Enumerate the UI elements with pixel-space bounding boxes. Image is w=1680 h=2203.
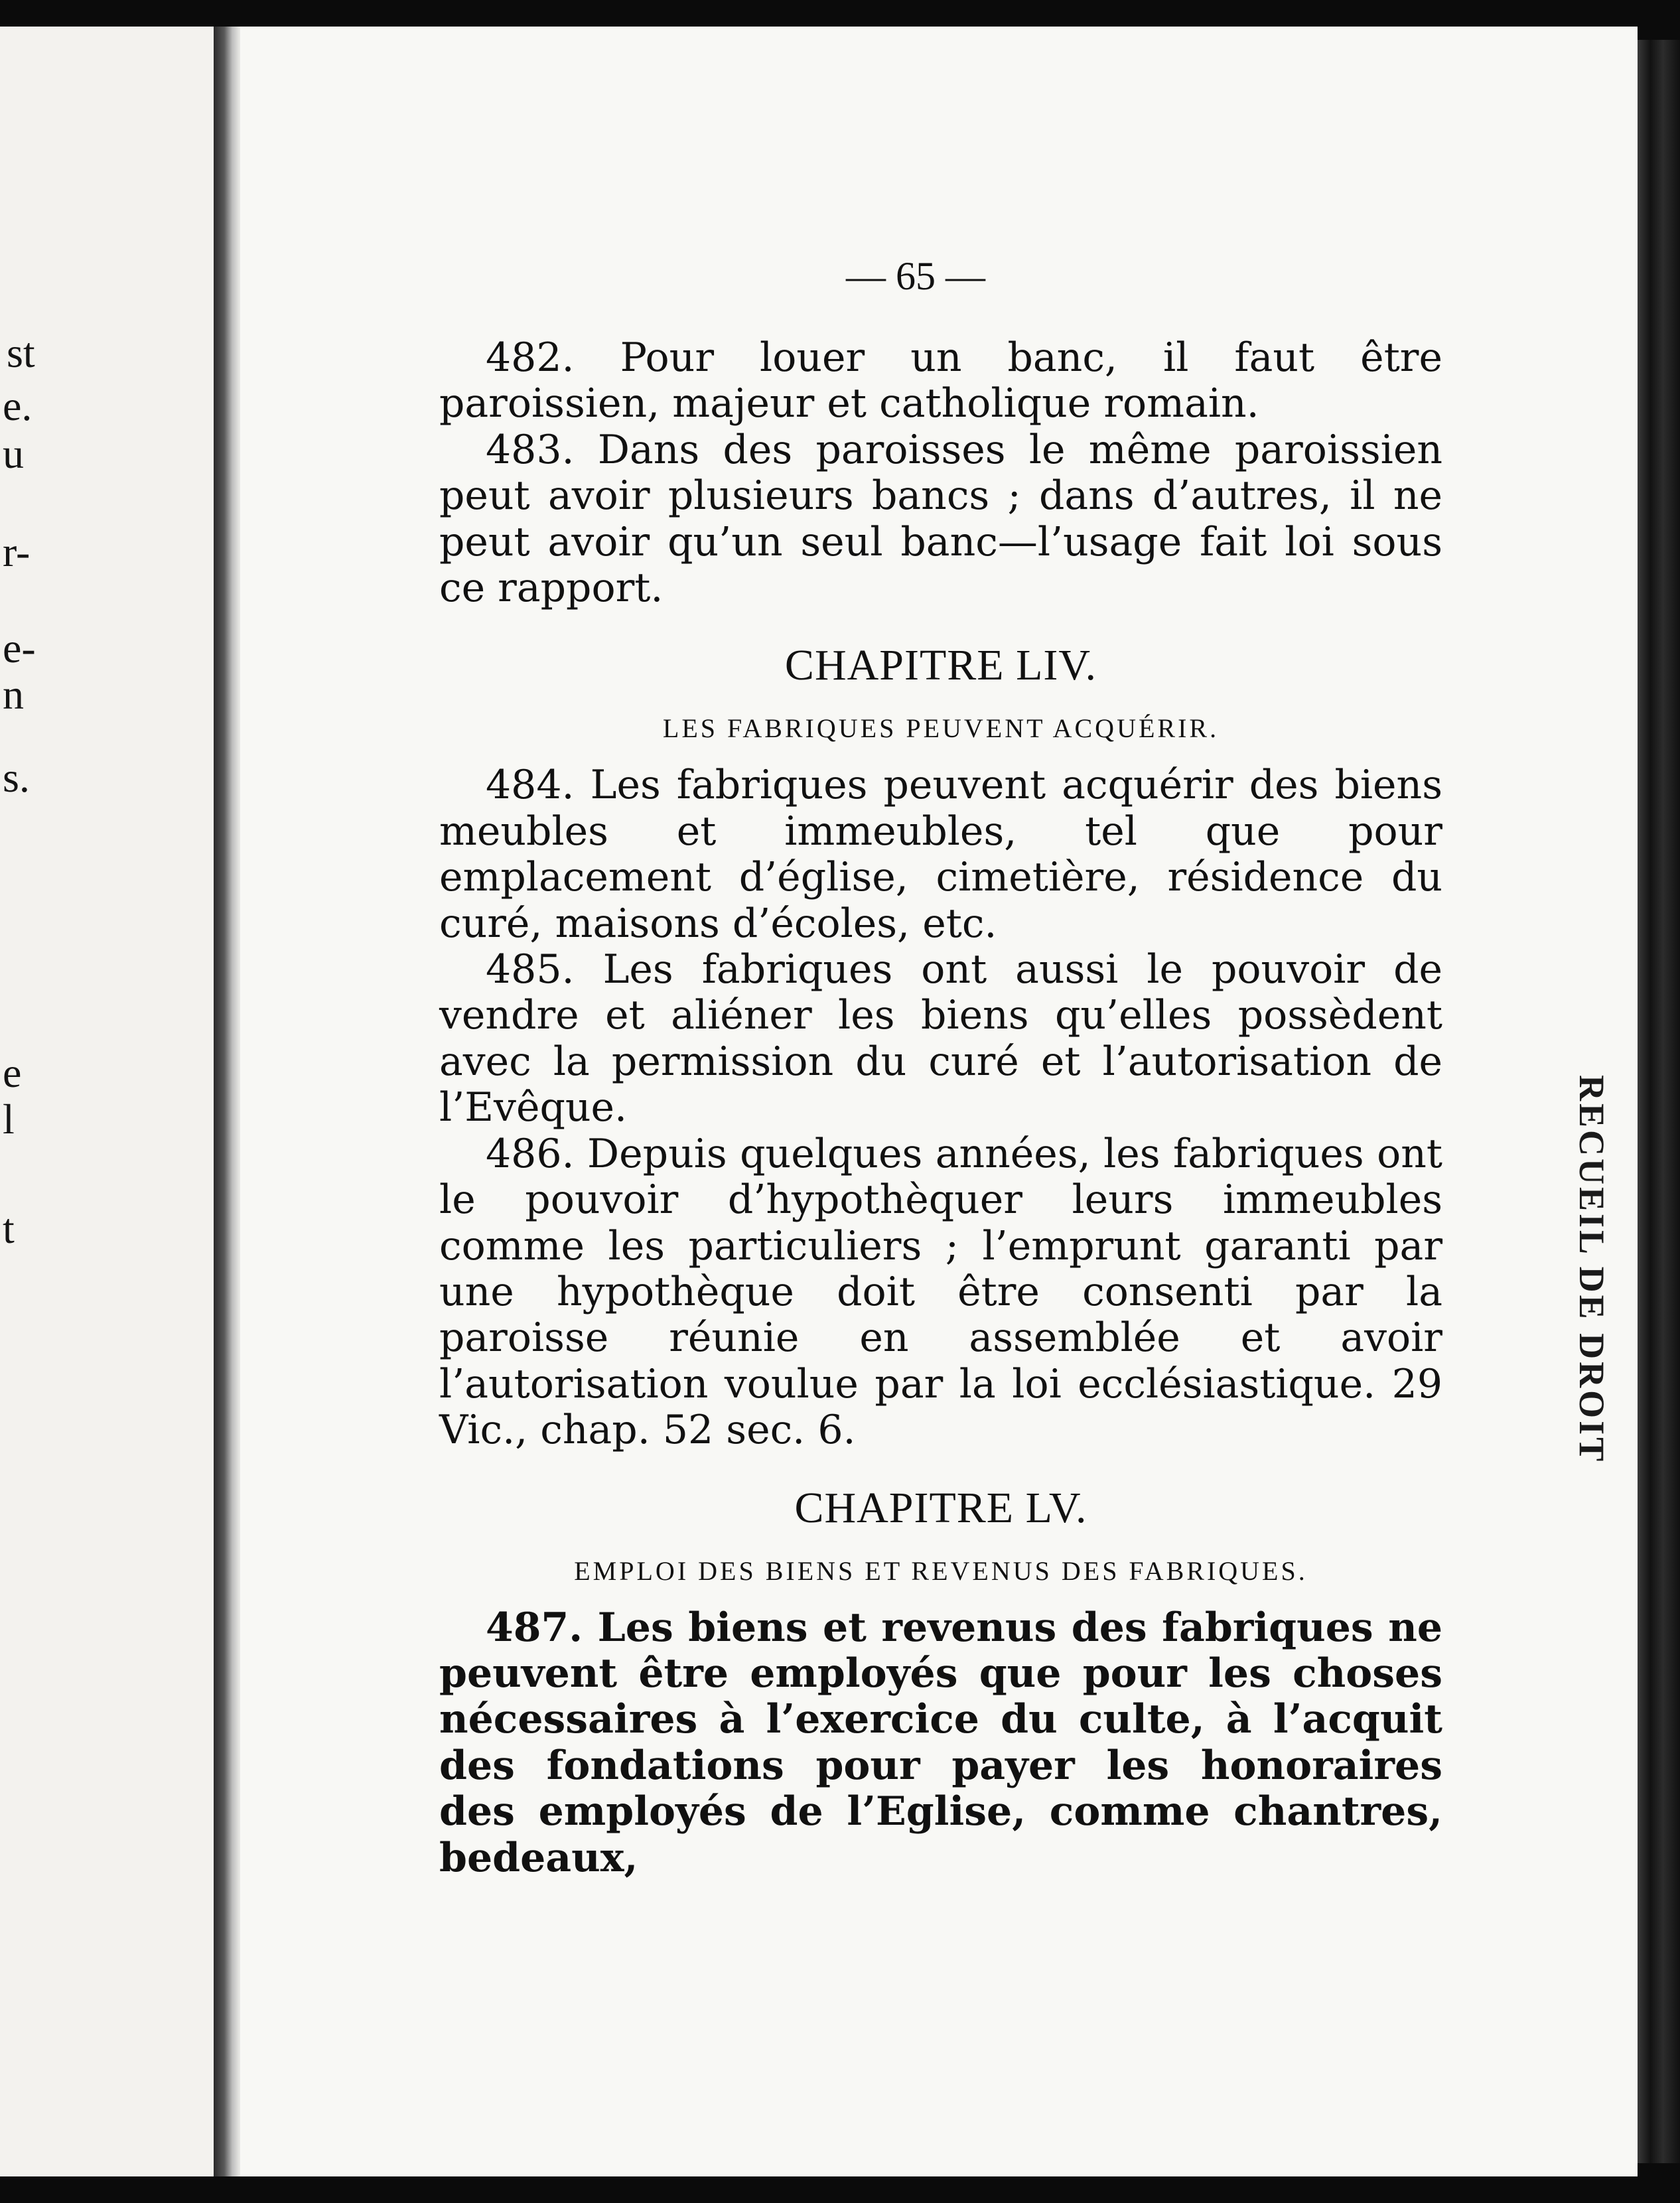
fore-edge <box>1638 40 1680 2163</box>
paragraph-487: 487. Les biens et revenus des fabriques ne peuvent être employés que pour les choses nécessaires à l’exercice du culte, à l’acquit des fondations pour payer les honoraires des employés de l’Eglise, comme chantres, bedeaux, <box>439 1604 1442 1881</box>
chapter-title: CHAPITRE LV. <box>794 1483 1087 1532</box>
paragraph-483: 483. Dans des paroisses le même paroissien peut avoir plusieurs bancs ; dans d’autres, il ne peut avoir qu’un seul banc—l’usage fait loi sous ce rapport. <box>439 426 1442 612</box>
left-page-fragment: n <box>3 671 24 718</box>
page-body <box>439 335 1442 1881</box>
paragraph-484: 484. Les fabriques peuvent acquérir des biens meubles et immeubles, tel que pour emplacement d’église, cimetière, résidence du curé, maisons d’écoles, etc. <box>439 762 1442 947</box>
previous-page <box>0 27 219 2176</box>
paragraph-482: 482. Pour louer un banc, il faut être paroissien, majeur et catholique romain. <box>439 334 1442 427</box>
page-number: — 65 — <box>846 254 985 298</box>
book-gutter <box>214 27 240 2176</box>
chapter-subtitle: LES FABRIQUES PEUVENT ACQUÉRIR. <box>662 713 1220 744</box>
left-page-fragment: u <box>3 430 24 477</box>
left-page-fragment: s. <box>3 754 30 801</box>
paragraph-485: 485. Les fabriques ont aussi le pouvoir de vendre et aliéner les biens qu’elles possèdent avec la permission du curé et l’autorisation de l’Evêque. <box>439 946 1442 1131</box>
left-page-fragment: r- <box>3 528 31 575</box>
left-page-fragment: e <box>3 1049 22 1096</box>
chapter-title: CHAPITRE LIV. <box>784 641 1097 690</box>
left-page-fragment: st <box>7 329 35 376</box>
left-page-fragment: l <box>3 1096 15 1143</box>
left-page-fragment: t <box>3 1205 15 1252</box>
spine-label: RECUEIL DE DROIT <box>1572 1075 1612 1464</box>
chapter-subtitle: EMPLOI DES BIENS ET REVENUS DES FABRIQUES. <box>574 1555 1308 1586</box>
left-page-fragment: e- <box>3 624 36 672</box>
left-page-fragment: e. <box>3 382 33 429</box>
paragraph-486: 486. Depuis quelques années, les fabriques ont le pouvoir d’hypothèquer leurs immeubles comme les particuliers ; l’emprunt garanti par une hypothèque doit être consenti par la paroisse réunie en assemblée et avoir l’autorisation voulue par la loi ecclésiastique. 29 Vic., chap. 52 sec. 6. <box>439 1130 1442 1454</box>
